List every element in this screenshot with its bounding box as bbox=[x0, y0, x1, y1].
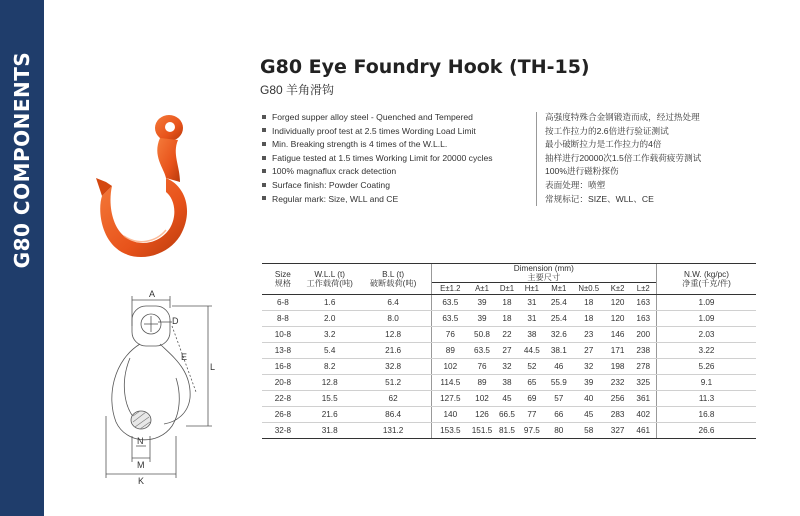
table-cell: 163 bbox=[631, 295, 657, 311]
features-en-list bbox=[262, 111, 493, 206]
col-header-dim: N±0.5 bbox=[573, 283, 605, 295]
dim-label-d: D bbox=[172, 316, 179, 326]
table-cell: 31 bbox=[519, 311, 545, 327]
table-cell: 22-8 bbox=[262, 391, 304, 407]
page-subtitle: G80 羊角滑钩 bbox=[260, 83, 335, 97]
spec-table bbox=[262, 263, 756, 439]
table-cell: 86.4 bbox=[356, 407, 432, 423]
table-cell: 62 bbox=[356, 391, 432, 407]
bullet-icon bbox=[262, 142, 266, 146]
table-cell: 146 bbox=[605, 327, 631, 343]
table-cell: 18 bbox=[573, 295, 605, 311]
col-header-dim: M±1 bbox=[545, 283, 573, 295]
table-cell: 22 bbox=[495, 327, 519, 343]
table-cell: 66.5 bbox=[495, 407, 519, 423]
bullet-icon bbox=[262, 196, 266, 200]
feature-item: Min. Breaking strength is 4 times of the W.L.L. bbox=[262, 138, 493, 152]
table-cell: 102 bbox=[469, 391, 495, 407]
col-header-dim: K±2 bbox=[605, 283, 631, 295]
feature-item-cn: 抽样进行20000次1.5倍工作载荷疲劳测试 bbox=[545, 152, 702, 163]
dim-label-n: N bbox=[137, 436, 144, 446]
table-cell: 63.5 bbox=[469, 343, 495, 359]
table-row bbox=[262, 375, 756, 391]
table-cell: 5.4 bbox=[304, 343, 356, 359]
table-row bbox=[262, 423, 756, 439]
table-cell: 151.5 bbox=[469, 423, 495, 439]
table-row bbox=[262, 391, 756, 407]
table-cell: 39 bbox=[469, 311, 495, 327]
table-cell: 1.09 bbox=[656, 295, 756, 311]
table-cell: 6-8 bbox=[262, 295, 304, 311]
table-cell: 81.5 bbox=[495, 423, 519, 439]
table-cell: 32 bbox=[495, 359, 519, 375]
table-cell: 55.9 bbox=[545, 375, 573, 391]
table-row bbox=[262, 327, 756, 343]
table-cell: 5.26 bbox=[656, 359, 756, 375]
table-cell: 126 bbox=[469, 407, 495, 423]
sidebar bbox=[0, 0, 44, 516]
table-cell: 39 bbox=[469, 295, 495, 311]
feature-item: 100% magnaflux crack detection bbox=[262, 165, 493, 179]
table-cell: 21.6 bbox=[356, 343, 432, 359]
table-cell: 6.4 bbox=[356, 295, 432, 311]
col-header-dim: D±1 bbox=[495, 283, 519, 295]
table-cell: 200 bbox=[631, 327, 657, 343]
table-cell: 120 bbox=[605, 311, 631, 327]
table-cell: 63.5 bbox=[431, 295, 469, 311]
table-cell: 278 bbox=[631, 359, 657, 375]
col-header-dim: L±2 bbox=[631, 283, 657, 295]
divider bbox=[536, 112, 537, 206]
table-cell: 12.8 bbox=[356, 327, 432, 343]
dim-label-m: M bbox=[137, 460, 145, 470]
table-cell: 38 bbox=[519, 327, 545, 343]
col-header-dimension: Dimension (mm) 主要尺寸 bbox=[431, 264, 656, 283]
col-header-dim: E±1.2 bbox=[431, 283, 469, 295]
table-row bbox=[262, 359, 756, 375]
table-cell: 1.09 bbox=[656, 311, 756, 327]
table-cell: 23 bbox=[573, 327, 605, 343]
feature-item-cn: 高强度特殊合金钢锻造而成，经过热处理 bbox=[545, 112, 700, 122]
table-cell: 45 bbox=[573, 407, 605, 423]
table-cell: 77 bbox=[519, 407, 545, 423]
table-cell: 89 bbox=[469, 375, 495, 391]
col-header-nw: N.W. (kg/pc) 净重(千克/件) bbox=[656, 264, 756, 295]
table-cell: 69 bbox=[519, 391, 545, 407]
bullet-icon bbox=[262, 169, 266, 173]
table-cell: 163 bbox=[631, 311, 657, 327]
dim-label-l: L bbox=[210, 362, 216, 372]
table-cell: 26-8 bbox=[262, 407, 304, 423]
table-cell: 238 bbox=[631, 343, 657, 359]
table-cell: 27 bbox=[573, 343, 605, 359]
col-header-size: Size 规格 bbox=[262, 264, 304, 295]
table-cell: 10-8 bbox=[262, 327, 304, 343]
table-cell: 38 bbox=[495, 375, 519, 391]
table-cell: 31 bbox=[519, 295, 545, 311]
table-cell: 127.5 bbox=[431, 391, 469, 407]
col-header-wll: W.L.L (t) 工作载荷(吨) bbox=[304, 264, 356, 295]
feature-item-cn: 最小破断拉力是工作拉力的4倍 bbox=[545, 139, 662, 150]
table-cell: 66 bbox=[545, 407, 573, 423]
table-cell: 11.3 bbox=[656, 391, 756, 407]
table-cell: 256 bbox=[605, 391, 631, 407]
feature-item-cn: 常规标记：SIZE、WLL、CE bbox=[545, 193, 654, 204]
table-cell: 52 bbox=[519, 359, 545, 375]
table-row bbox=[262, 295, 756, 311]
table-row bbox=[262, 311, 756, 327]
table-cell: 32-8 bbox=[262, 423, 304, 439]
table-cell: 38.1 bbox=[545, 343, 573, 359]
table-cell: 131.2 bbox=[356, 423, 432, 439]
table-cell: 18 bbox=[495, 311, 519, 327]
feature-item: Forged supper alloy steel - Quenched and Tempered bbox=[262, 111, 493, 125]
table-cell: 57 bbox=[545, 391, 573, 407]
table-cell: 76 bbox=[469, 359, 495, 375]
table-cell: 97.5 bbox=[519, 423, 545, 439]
table-cell: 44.5 bbox=[519, 343, 545, 359]
dim-label-k: K bbox=[138, 476, 145, 486]
table-cell: 76 bbox=[431, 327, 469, 343]
table-cell: 15.5 bbox=[304, 391, 356, 407]
table-cell: 140 bbox=[431, 407, 469, 423]
table-cell: 198 bbox=[605, 359, 631, 375]
table-cell: 39 bbox=[573, 375, 605, 391]
sidebar-label: G80 COMPONENTS bbox=[10, 51, 34, 269]
table-cell: 40 bbox=[573, 391, 605, 407]
table-cell: 8.2 bbox=[304, 359, 356, 375]
table-cell: 20-8 bbox=[262, 375, 304, 391]
col-header-bl: B.L (t) 破断载荷(吨) bbox=[356, 264, 432, 295]
table-cell: 16.8 bbox=[656, 407, 756, 423]
table-cell: 32 bbox=[573, 359, 605, 375]
table-cell: 80 bbox=[545, 423, 573, 439]
bullet-icon bbox=[262, 128, 266, 132]
table-cell: 25.4 bbox=[545, 295, 573, 311]
bullet-icon bbox=[262, 183, 266, 187]
feature-item: Individually proof test at 2.5 times Wording Load Limit bbox=[262, 125, 493, 139]
hook-photo bbox=[94, 108, 204, 264]
table-cell: 102 bbox=[431, 359, 469, 375]
table-cell: 9.1 bbox=[656, 375, 756, 391]
table-cell: 232 bbox=[605, 375, 631, 391]
table-cell: 16-8 bbox=[262, 359, 304, 375]
table-cell: 8.0 bbox=[356, 311, 432, 327]
table-cell: 171 bbox=[605, 343, 631, 359]
feature-item-cn: 表面处理：喷塑 bbox=[545, 179, 606, 190]
table-cell: 402 bbox=[631, 407, 657, 423]
table-cell: 2.03 bbox=[656, 327, 756, 343]
table-cell: 31.8 bbox=[304, 423, 356, 439]
table-cell: 45 bbox=[495, 391, 519, 407]
bullet-icon bbox=[262, 115, 266, 119]
table-cell: 32.8 bbox=[356, 359, 432, 375]
feature-item-cn: 按工作拉力的2.6倍进行验证测试 bbox=[545, 125, 669, 136]
feature-item: Surface finish: Powder Coating bbox=[262, 179, 493, 193]
table-cell: 32.6 bbox=[545, 327, 573, 343]
table-cell: 12.8 bbox=[304, 375, 356, 391]
table-cell: 65 bbox=[519, 375, 545, 391]
table-cell: 18 bbox=[495, 295, 519, 311]
table-cell: 27 bbox=[495, 343, 519, 359]
table-cell: 21.6 bbox=[304, 407, 356, 423]
table-cell: 3.22 bbox=[656, 343, 756, 359]
table-cell: 8-8 bbox=[262, 311, 304, 327]
table-body bbox=[262, 295, 756, 439]
table-cell: 120 bbox=[605, 295, 631, 311]
table-cell: 153.5 bbox=[431, 423, 469, 439]
table-cell: 461 bbox=[631, 423, 657, 439]
col-header-dim: A±1 bbox=[469, 283, 495, 295]
features-cn-list bbox=[545, 111, 701, 206]
col-header-dim: H±1 bbox=[519, 283, 545, 295]
hook-diagram bbox=[100, 286, 220, 486]
page-title: G80 Eye Foundry Hook (TH-15) bbox=[260, 56, 590, 78]
table-cell: 46 bbox=[545, 359, 573, 375]
table-cell: 26.6 bbox=[656, 423, 756, 439]
table-cell: 361 bbox=[631, 391, 657, 407]
feature-item: Regular mark: Size, WLL and CE bbox=[262, 193, 493, 207]
table-cell: 89 bbox=[431, 343, 469, 359]
feature-item-cn: 100%进行磁粉探伤 bbox=[545, 166, 619, 177]
table-cell: 51.2 bbox=[356, 375, 432, 391]
table-cell: 25.4 bbox=[545, 311, 573, 327]
table-cell: 1.6 bbox=[304, 295, 356, 311]
table-cell: 58 bbox=[573, 423, 605, 439]
bullet-icon bbox=[262, 156, 266, 160]
table-row bbox=[262, 407, 756, 423]
table-row bbox=[262, 343, 756, 359]
table-cell: 327 bbox=[605, 423, 631, 439]
table-cell: 13-8 bbox=[262, 343, 304, 359]
dim-label-e: E bbox=[181, 352, 188, 362]
table-cell: 114.5 bbox=[431, 375, 469, 391]
table-cell: 50.8 bbox=[469, 327, 495, 343]
table-cell: 2.0 bbox=[304, 311, 356, 327]
table-cell: 325 bbox=[631, 375, 657, 391]
table-cell: 63.5 bbox=[431, 311, 469, 327]
table-cell: 18 bbox=[573, 311, 605, 327]
table-cell: 283 bbox=[605, 407, 631, 423]
dim-label-a: A bbox=[149, 289, 156, 299]
feature-item: Fatigue tested at 1.5 times Working Limit for 20000 cycles bbox=[262, 152, 493, 166]
table-cell: 3.2 bbox=[304, 327, 356, 343]
